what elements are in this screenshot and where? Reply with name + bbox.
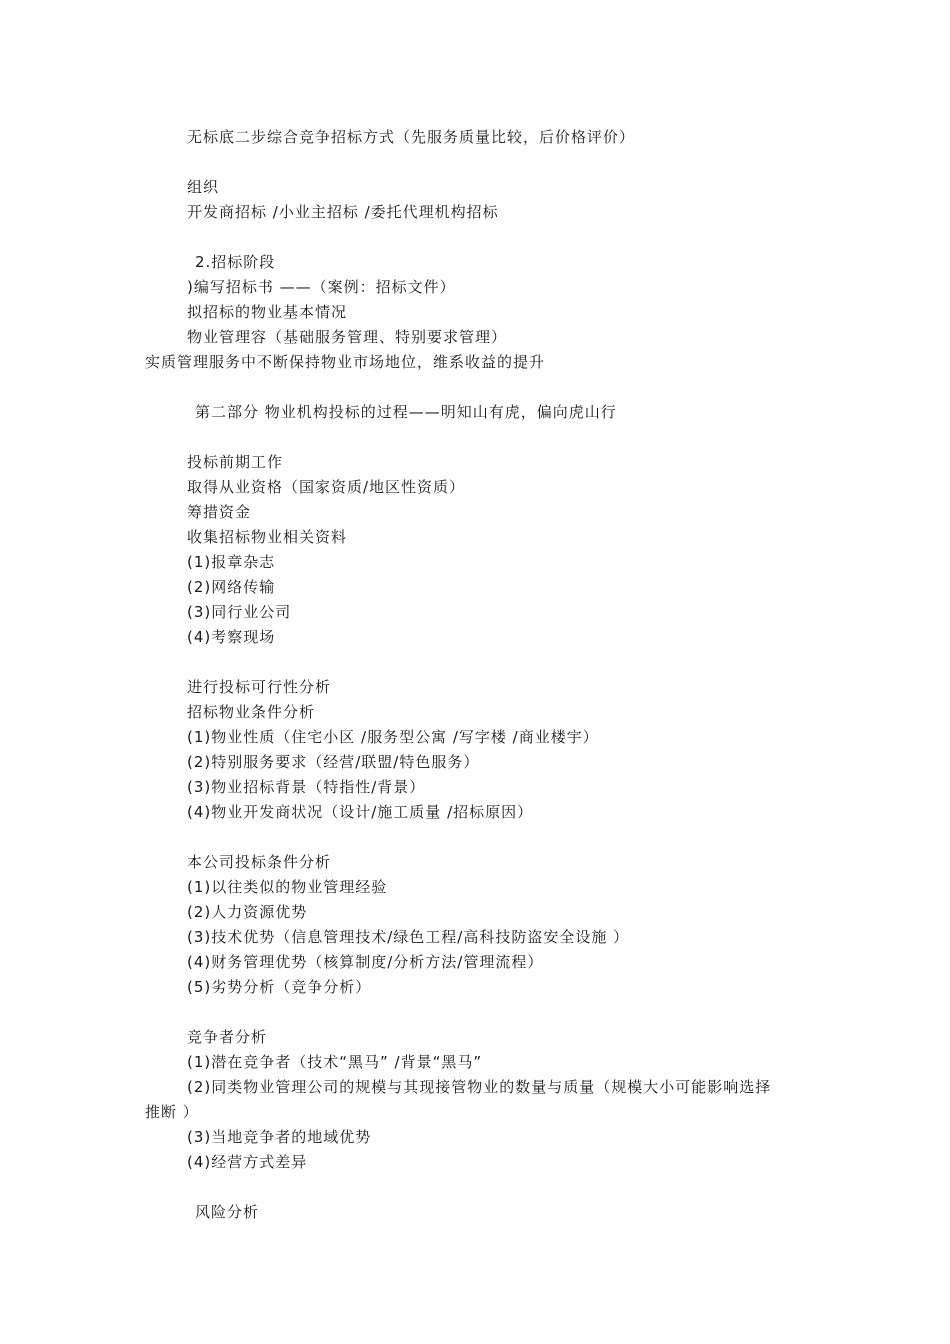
text-line: 拟招标的物业基本情况 xyxy=(187,303,348,321)
list-item: (3)当地竞争者的地域优势 xyxy=(187,1128,372,1146)
list-item: (1)物业性质（住宅小区 /服务型公寓 /写字楼 /商业楼宇） xyxy=(187,728,599,746)
text-line: 投标前期工作 xyxy=(187,453,284,471)
text-line: 进行投标可行性分析 xyxy=(187,678,332,696)
part-heading: 第二部分 物业机构投标的过程——明知山有虎，偏向虎山行 xyxy=(195,403,617,421)
list-item: (1)以往类似的物业管理经验 xyxy=(187,878,388,896)
list-item: (3)技术优势（信息管理技术/绿色工程/高科技防盗安全设施 ） xyxy=(187,928,630,946)
list-item: (3)同行业公司 xyxy=(187,603,292,621)
text-line: 招标物业条件分析 xyxy=(187,703,316,721)
text-line: 竞争者分析 xyxy=(187,1028,268,1046)
text-line: )编写招标书 ——（案例：招标文件） xyxy=(187,278,456,296)
list-item-continuation: 推断 ） xyxy=(145,1103,199,1121)
list-item: (3)物业招标背景（特指性/背景） xyxy=(187,778,426,796)
list-item: (1)潜在竞争者（技术“黑马” /背景“黑马” xyxy=(187,1053,483,1071)
text-line: 取得从业资格（国家资质/地区性资质） xyxy=(187,478,466,496)
text-line: 物业管理容（基础服务管理、特别要求管理） xyxy=(187,328,508,346)
section-heading: 风险分析 xyxy=(195,1203,260,1221)
text-line: 筹措资金 xyxy=(187,503,252,521)
section-heading: 2.招标阶段 xyxy=(195,253,276,271)
list-item: (4)物业开发商状况（设计/施工质量 /招标原因） xyxy=(187,803,534,821)
list-item: (2)特别服务要求（经营/联盟/特色服务） xyxy=(187,753,480,771)
text-line: 本公司投标条件分析 xyxy=(187,853,332,871)
list-item: (2)人力资源优势 xyxy=(187,903,308,921)
list-item: (2)同类物业管理公司的规模与其现接管物业的数量与质量（规模大小可能影响选择 xyxy=(187,1078,772,1096)
text-line: 实质管理服务中不断保持物业市场地位，维系收益的提升 xyxy=(145,353,546,371)
list-item: (4)经营方式差异 xyxy=(187,1153,308,1171)
list-item: (2)网络传输 xyxy=(187,578,276,596)
text-line: 收集招标物业相关资料 xyxy=(187,528,348,546)
list-item: (1)报章杂志 xyxy=(187,553,276,571)
text-line: 组织 xyxy=(187,178,220,196)
list-item: (4)考察现场 xyxy=(187,628,276,646)
list-item: (4)财务管理优势（核算制度/分析方法/管理流程） xyxy=(187,953,544,971)
list-item: (5)劣势分析（竞争分析） xyxy=(187,978,372,996)
text-line: 无标底二步综合竞争招标方式（先服务质量比较，后价格评价） xyxy=(187,128,636,146)
text-line: 开发商招标 /小业主招标 /委托代理机构招标 xyxy=(187,203,499,221)
